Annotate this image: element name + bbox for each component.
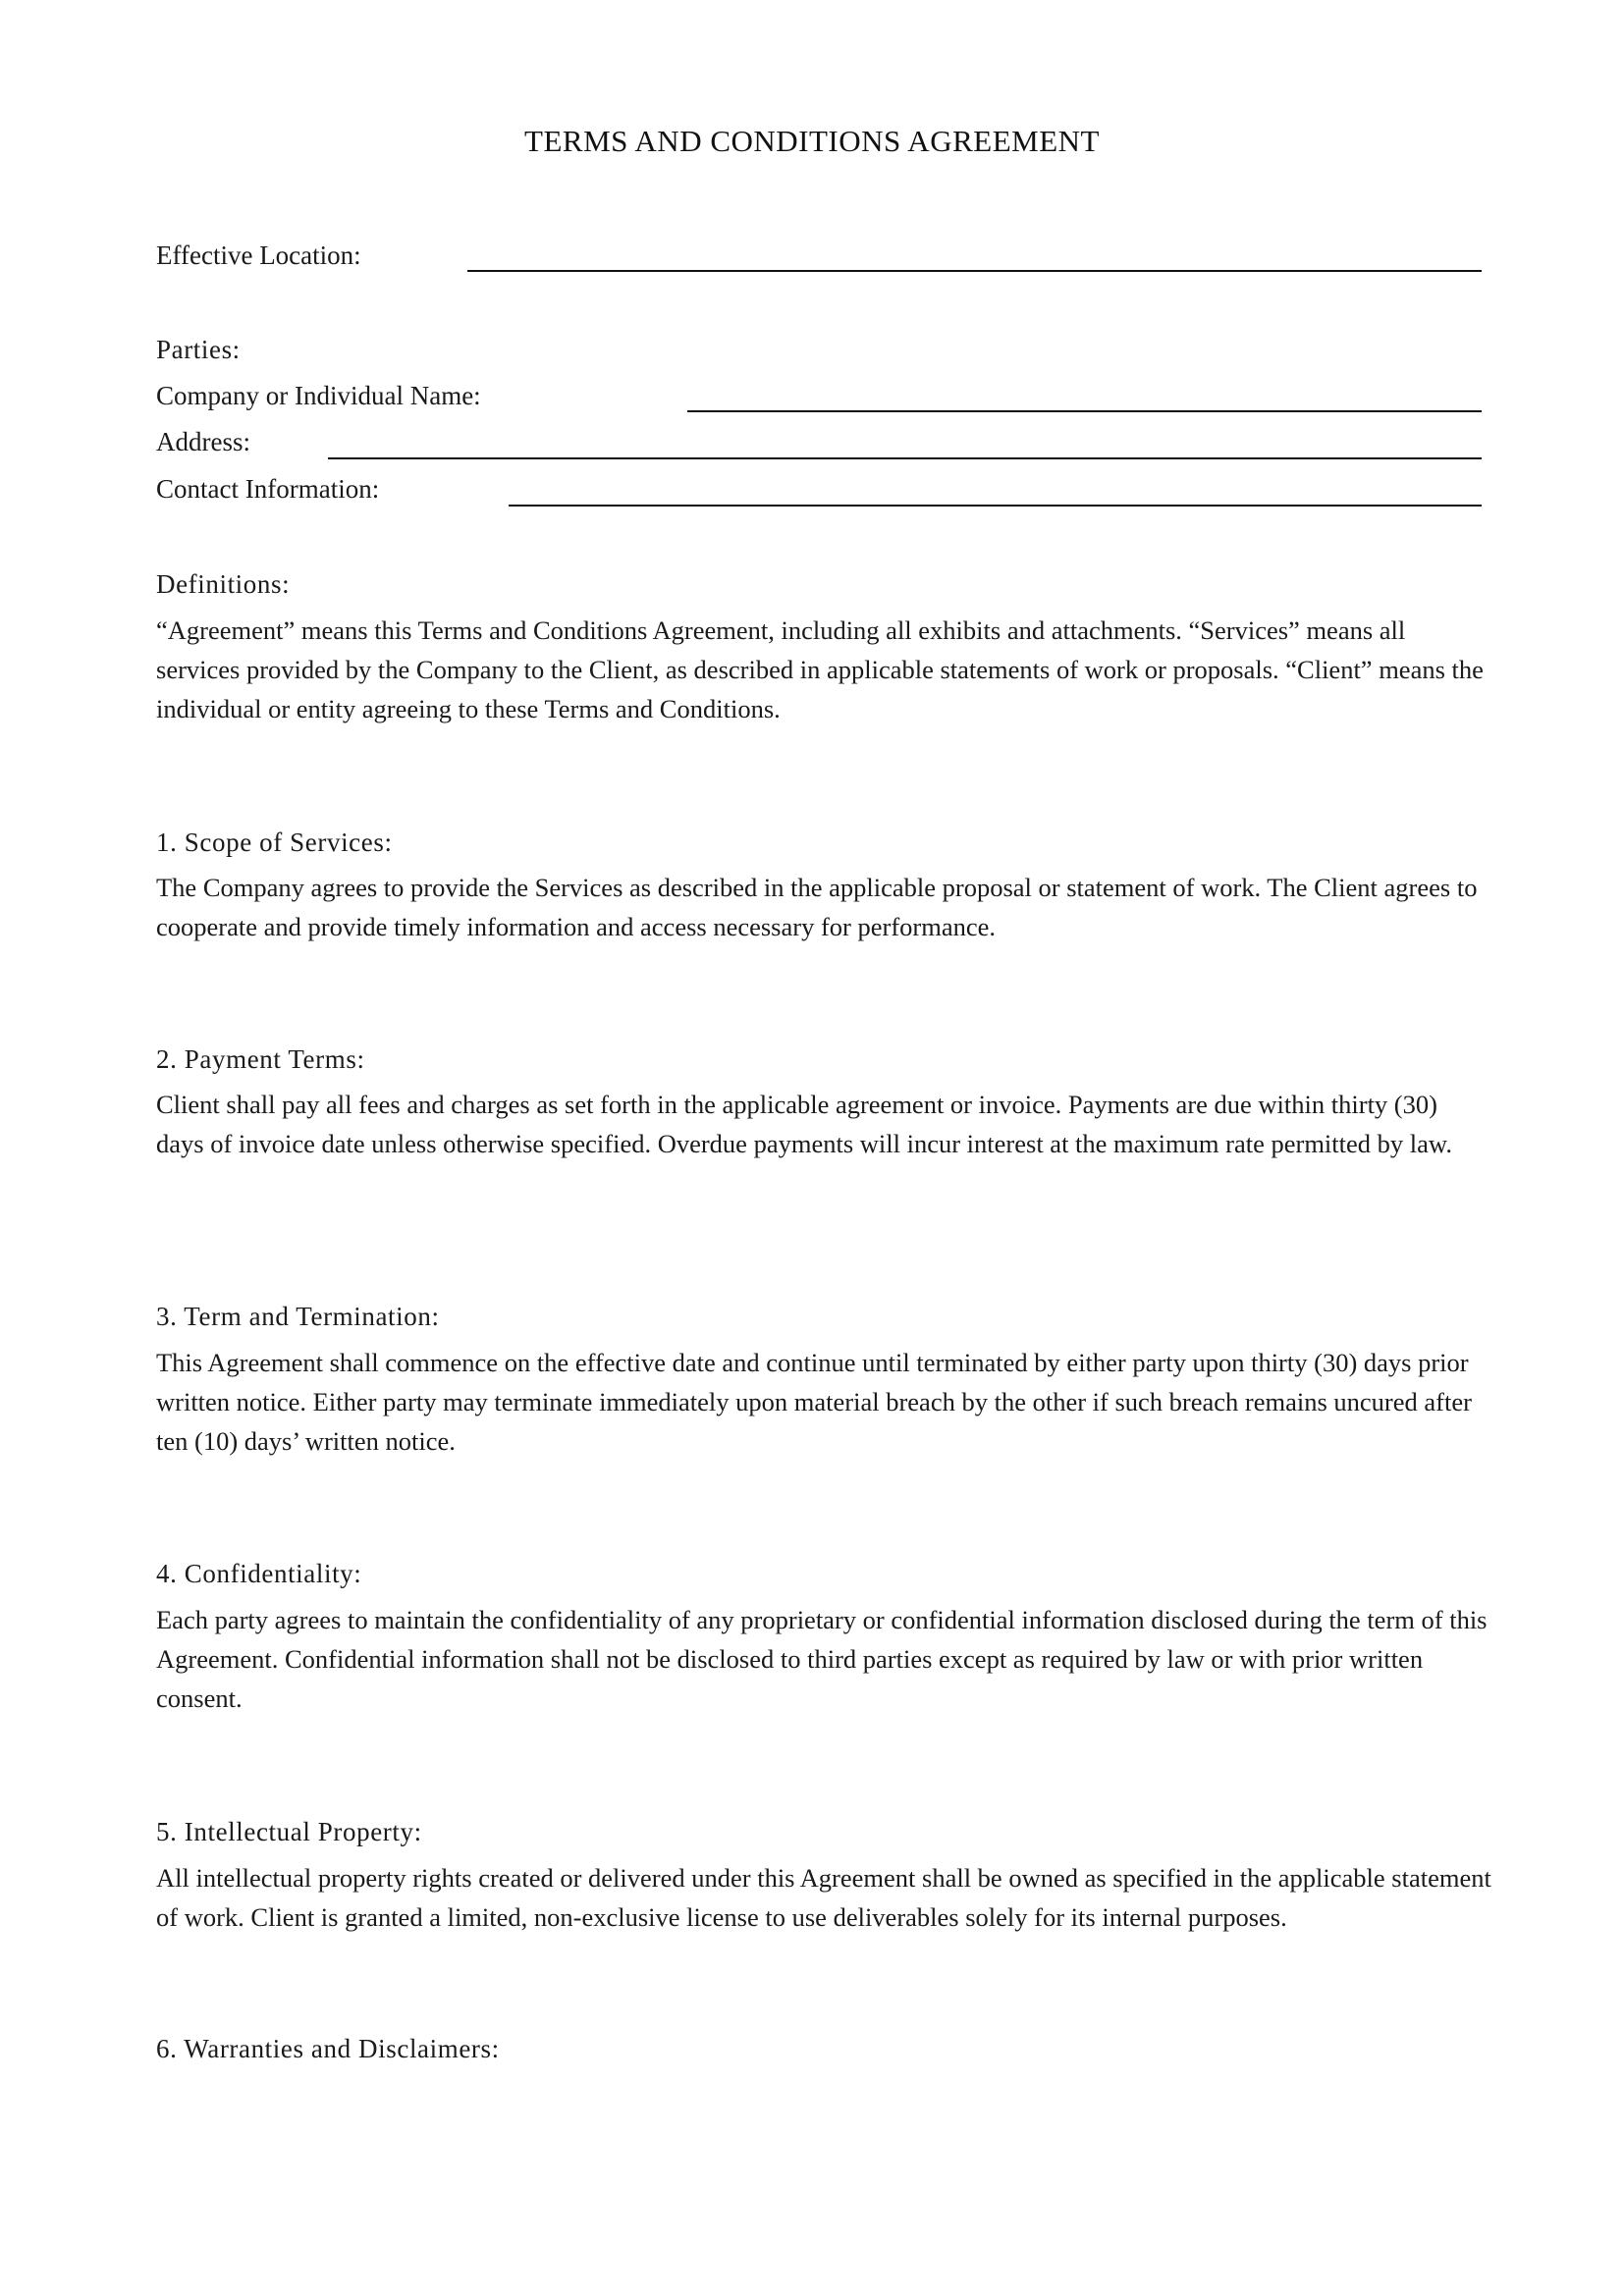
definitions-heading: Definitions: bbox=[156, 569, 291, 599]
section-2-text: Client shall pay all fees and charges as set forth in the applicable agreement or invoice. Payments are due within thirty (30) days of invoice date unless otherwise specified. Overdue payments will incur interest at the maximum rate permitted by law. bbox=[156, 1090, 1452, 1158]
definitions-text: “Agreement” means this Terms and Conditions Agreement, including all exhibits and attachments. “Services” means all services provided by the Company to the Client, as described in applicable statements of work or proposals. “Client” means the individual or entity agreeing to these Terms and Conditions. bbox=[156, 615, 1484, 723]
section-6-heading: 6. Warranties and Disclaimers: bbox=[156, 2034, 500, 2063]
section-3-text: This Agreement shall commence on the effective date and continue until terminated by either party upon thirty (30) days prior written notice. Either party may terminate immediately upon material breach by the other if such breach remains uncured after ten (10) days’ written notice. bbox=[156, 1348, 1472, 1456]
address-field[interactable] bbox=[328, 457, 1482, 459]
section-1-heading: 1. Scope of Services: bbox=[156, 828, 393, 857]
section-2-heading: 2. Payment Terms: bbox=[156, 1044, 365, 1074]
contact-information-label: Contact Information: bbox=[156, 474, 380, 504]
section-3-heading: 3. Term and Termination: bbox=[156, 1302, 440, 1331]
section-4-text: Each party agrees to maintain the confidentiality of any proprietary or confidential information disclosed during the term of this Agreement. Confidential information shall not be disclosed to third parties except as required by law or with prior written consent. bbox=[156, 1605, 1488, 1713]
section-5-heading: 5. Intellectual Property: bbox=[156, 1817, 422, 1846]
section-1-text: The Company agrees to provide the Services as described in the applicable proposal or statement of work. The Client agrees to cooperate and provide timely information and access necessary for performance. bbox=[156, 873, 1478, 941]
contact-information-field[interactable] bbox=[509, 505, 1482, 507]
section-4-heading: 4. Confidentiality: bbox=[156, 1559, 362, 1588]
address-label: Address: bbox=[156, 427, 250, 456]
parties-heading: Parties: bbox=[156, 335, 241, 364]
section-5-text: All intellectual property rights created or delivered under this Agreement shall be owned as specified in the applicable statement of work. Client is granted a limited, non-exclusive license to use deliverables solely for its internal purposes. bbox=[156, 1863, 1491, 1932]
document-title: TERMS AND CONDITIONS AGREEMENT bbox=[524, 124, 1100, 158]
company-name-field[interactable] bbox=[687, 410, 1482, 412]
company-name-label: Company or Individual Name: bbox=[156, 381, 481, 410]
effective-location-field[interactable] bbox=[467, 270, 1482, 272]
effective-location-label: Effective Location: bbox=[156, 240, 361, 270]
